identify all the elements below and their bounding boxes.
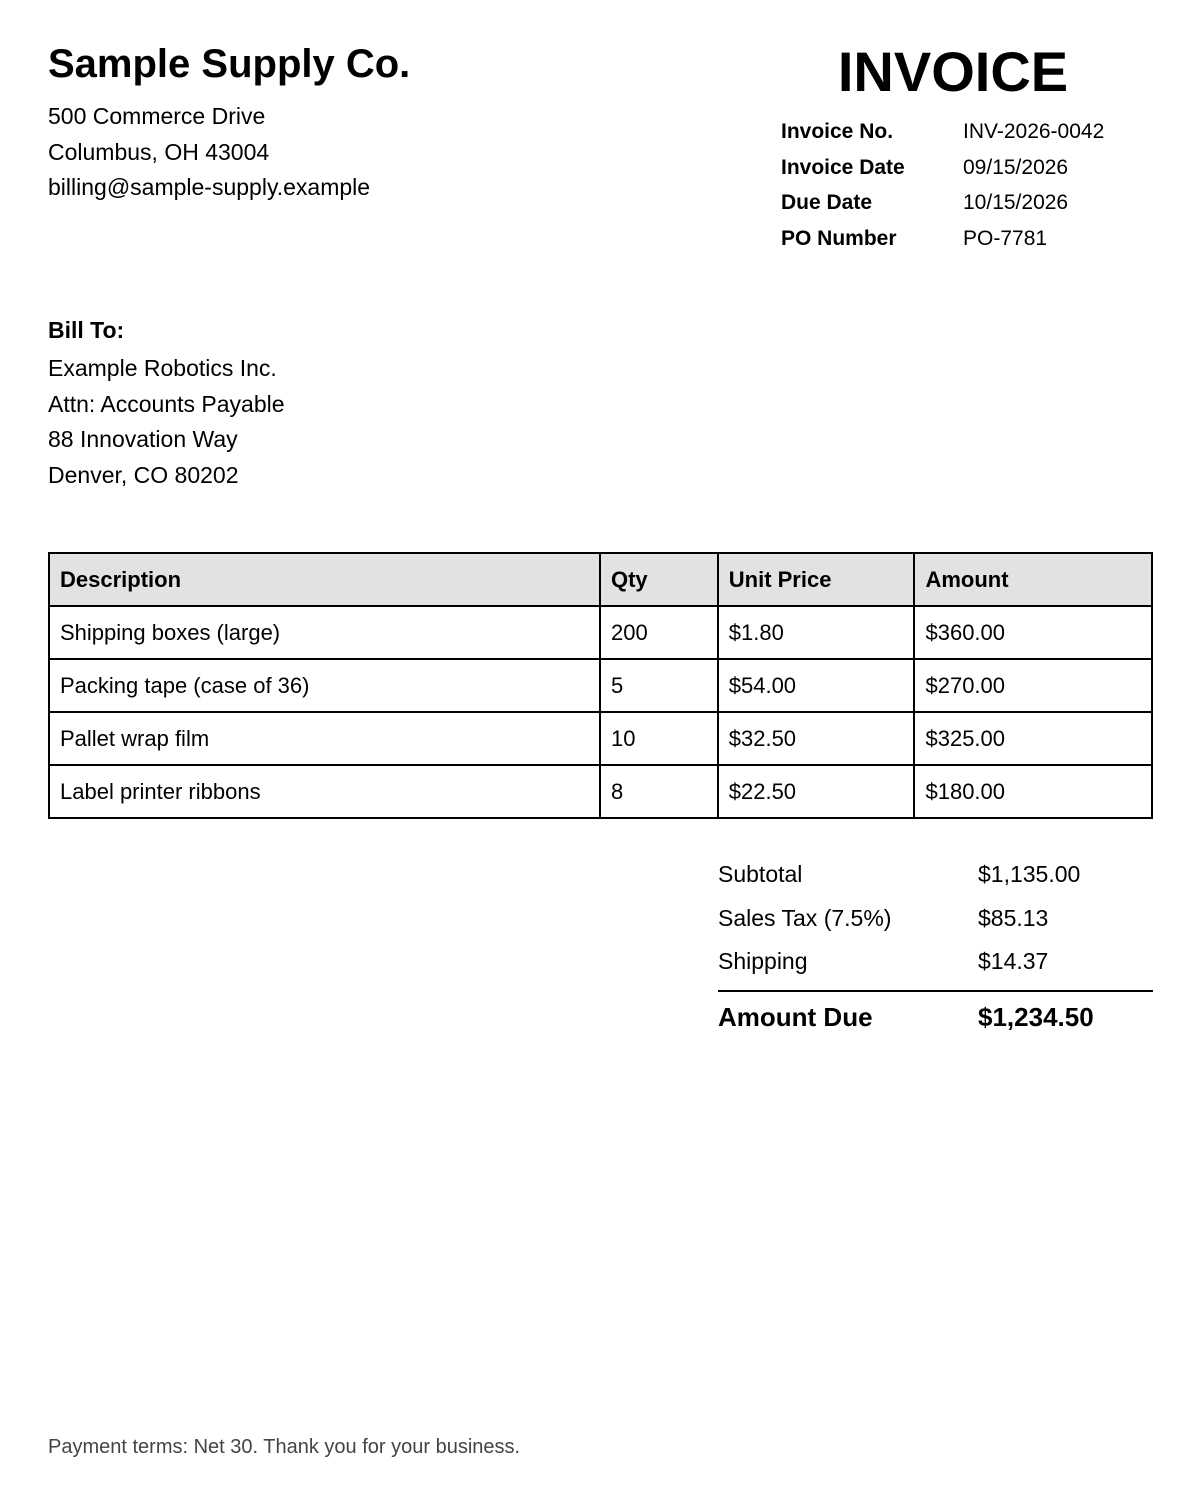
invoice-title: INVOICE bbox=[837, 40, 1069, 103]
totals-label: Sales Tax (7.5%) bbox=[718, 904, 892, 931]
totals-row-subtotal bbox=[718, 853, 1153, 897]
line-items-table bbox=[48, 552, 1153, 819]
company-address-line: Columbus, OH 43004 bbox=[48, 138, 270, 165]
company-name: Sample Supply Co. bbox=[48, 42, 411, 86]
bill-to-line: Attn: Accounts Payable bbox=[48, 390, 285, 417]
totals-label: Subtotal bbox=[718, 861, 803, 888]
cell-description: Packing tape (case of 36) bbox=[49, 659, 600, 712]
cell-amount: $360.00 bbox=[914, 606, 1152, 659]
meta-value: 09/15/2026 bbox=[963, 155, 1069, 179]
meta-value: PO-7781 bbox=[963, 226, 1048, 250]
cell-unit-price: $32.50 bbox=[718, 712, 915, 765]
invoice-meta bbox=[781, 114, 1104, 256]
totals-section bbox=[718, 853, 1153, 1044]
cell-qty: 200 bbox=[600, 606, 718, 659]
column-header-unit-price: Unit Price bbox=[718, 553, 915, 606]
cell-qty: 5 bbox=[600, 659, 718, 712]
company-email: billing@sample-supply.example bbox=[48, 174, 371, 200]
table-row bbox=[49, 765, 1152, 818]
company-address-line: 500 Commerce Drive bbox=[48, 103, 266, 129]
meta-label: Invoice No. bbox=[781, 120, 894, 143]
column-header-amount: Amount bbox=[914, 553, 1152, 606]
amount-due-row bbox=[718, 992, 1153, 1044]
cell-description: Pallet wrap film bbox=[49, 712, 600, 765]
bill-to-line: Example Robotics Inc. bbox=[48, 355, 277, 381]
cell-amount: $325.00 bbox=[914, 712, 1152, 765]
cell-amount: $180.00 bbox=[914, 765, 1152, 818]
meta-value: INV-2026-0042 bbox=[963, 120, 1105, 143]
totals-label: Shipping bbox=[718, 948, 808, 975]
table-header-row bbox=[49, 553, 1152, 606]
cell-unit-price: $54.00 bbox=[718, 659, 915, 712]
meta-row-invoice-no bbox=[781, 114, 1104, 150]
bill-to-line: 88 Innovation Way bbox=[48, 426, 238, 452]
amount-due-label: Amount Due bbox=[718, 1002, 873, 1032]
bill-to-line: Denver, CO 80202 bbox=[48, 461, 239, 488]
bill-to-address bbox=[48, 351, 285, 493]
meta-label: PO Number bbox=[781, 226, 897, 250]
totals-value: $1,135.00 bbox=[978, 861, 1081, 888]
totals-row-sales-tax bbox=[718, 897, 1153, 941]
column-header-description: Description bbox=[49, 553, 600, 606]
meta-label: Due Date bbox=[781, 191, 873, 214]
meta-row-due-date bbox=[781, 185, 1104, 221]
company-address bbox=[48, 99, 370, 206]
meta-row-invoice-date bbox=[781, 150, 1104, 186]
table-row bbox=[49, 606, 1152, 659]
meta-row-po-number bbox=[781, 221, 1104, 257]
cell-unit-price: $22.50 bbox=[718, 765, 915, 818]
cell-qty: 10 bbox=[600, 712, 718, 765]
totals-value: $85.13 bbox=[978, 904, 1049, 931]
totals-value: $14.37 bbox=[978, 948, 1049, 975]
table-row bbox=[49, 659, 1152, 712]
cell-description: Label printer ribbons bbox=[49, 765, 600, 818]
cell-amount: $270.00 bbox=[914, 659, 1152, 712]
cell-qty: 8 bbox=[600, 765, 718, 818]
amount-due-value: $1,234.50 bbox=[978, 1002, 1094, 1032]
meta-value: 10/15/2026 bbox=[963, 191, 1069, 214]
payment-terms-footer: Payment terms: Net 30. Thank you for your business. bbox=[48, 1436, 521, 1458]
totals-row-shipping bbox=[718, 940, 1153, 984]
table-row bbox=[49, 712, 1152, 765]
cell-unit-price: $1.80 bbox=[718, 606, 915, 659]
cell-description: Shipping boxes (large) bbox=[49, 606, 600, 659]
bill-to-heading: Bill To: bbox=[48, 317, 125, 343]
column-header-qty: Qty bbox=[600, 553, 718, 606]
meta-label: Invoice Date bbox=[781, 155, 905, 179]
